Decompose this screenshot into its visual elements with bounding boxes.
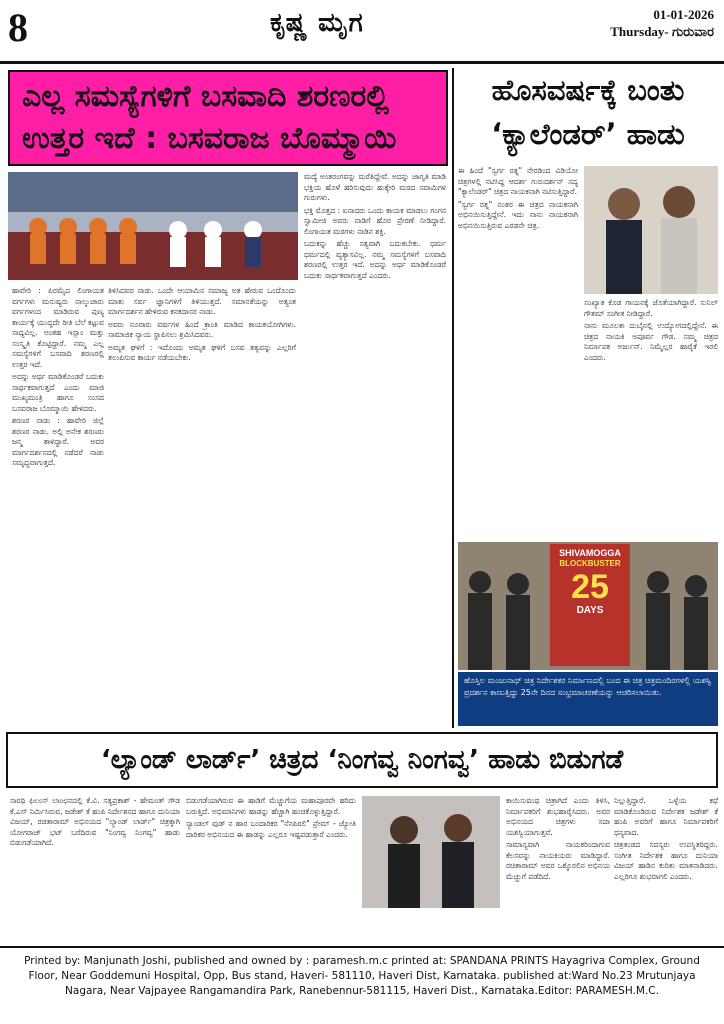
film-headline-box bbox=[6, 732, 718, 788]
stage-event-image bbox=[8, 172, 298, 280]
lead-headline-banner bbox=[8, 70, 448, 166]
event-photo bbox=[458, 542, 718, 670]
film-headline: ‘ಲ್ಯಾಂಡ್ ಲಾರ್ಡ್’ ಚಿತ್ರದ ‘ನಿಂಗವ್ವ ನಿಂಗವ್ವ’ ಹಾಡು ಬಿಡುಗಡೆ bbox=[100, 745, 624, 775]
film-col4-para: ನಿಲ್ಲುತ್ತಿದ್ದಾರೆ. ಒಳ್ಳೆಯ ಕಥೆ ಮಾಡಿಕೊಂಡಿರುವ ನಿರ್ದೇಶಕ ಜಡೇಶ್ ಕೆ ಹಂಪಿ ಅವರಿಗೆ ಹಾಗೂ ನಿರ್ಮಾಪಕರಿಗೆ ಧನ್ಯವಾದ. bbox=[614, 796, 718, 837]
side-col1-para: "ಸ್ವರ್ಗ ರತ್ನ" ನಂತರ ಈ ಚಿತ್ರದ ನಾಯಕನಾಗಿ ಅಭಿನಯಿಸುತ್ತಿದ್ದೇನೆ. ಇದು ನಾನು ನಾಯಕನಾಗಿ ಅಭಿನಯಿಸುತ್ತಿರುವ ಎರಡನೇ ಚಿತ್ರ. bbox=[458, 199, 578, 230]
lead-col2-para: ಅವರು ನೂರಾರು ವರ್ಷಗಳ ಹಿಂದೆ ಕ್ರಾಂತಿ ಮಾಡಿದ ಕಾಯಕಯೋಗಿಗಳು. ಸಾಮಾಜಿಕ ನ್ಯಾಯ ಸ್ಥಾಪಿಸಲು ಶ್ರಮಿಸಿದವರು. bbox=[108, 319, 296, 339]
couple-image bbox=[584, 166, 718, 294]
lead-col2-para: ಅಮೃತ ಘಳಿಗೆ : ಇದೊಂದು ಅಮೃತ ಘಳಿಗೆ ಬಸವ ತತ್ವವನ್ನು ಎಲ್ಲರಿಗೆ ತಲುಪಿಸುವ ಕಾರ್ಯ ನಡೆಯಬೇಕು. bbox=[108, 342, 296, 362]
poster bbox=[552, 548, 628, 617]
poster-days-number: 25 bbox=[571, 568, 609, 606]
film-col3-para: ಸಾಮಾನ್ಯವಾಗಿ ನಾಯಕರಿಂದಾಗುವ ಕೆಲಸವನ್ನು ನಾಯಕಿಯರು ಮಾಡಿದ್ದಾರೆ. ರಚಿತಾರಾಮ್ ಅವರ ಒಕ್ಕೊರಲಿನ ಅಭಿನಯ ಮೆಚ್ಚುಗೆ ಪಡೆದಿದೆ. bbox=[506, 840, 610, 881]
side-col1-para: ಈ ಹಿಂದೆ "ಸ್ವರ್ಗ ರತ್ನ" ನೇರಡಿಂದ ವಿಡಿಯೋ ಚಿತ್ರಗಳಲ್ಲಿ ನಟಿಸಿದ್ದ ಆದರ್ಶ ಗುರುದರ್ಶನ್ ಸದ್ಯ "ಕ್ಯಾಲೆಂಡರ್" ಚಿತ್ರದ ನಾಯಕನಾಗಿ ನಟಿಸುತ್ತಿದ್ದಾರೆ. bbox=[458, 166, 578, 196]
masthead bbox=[0, 0, 724, 64]
film-col2-para: ಸ್ಯಾಂಡಲ್ ವುಡ್ ನ ಹಾರ ಬಂದಾರಿಕರ "ನೆನಪಿರಲಿ" ಪ್ರೇಮ್ - ಜ್ಯೋತಿ ದಾರಿಕರ ಅಭಿನಯದ ಈ ಹಾಡನ್ನು ಎಲ್ಲರೂ ಇಷ್ಟಪಡುತ್ತಾರೆ ಎಂದರು. bbox=[186, 819, 356, 839]
film-cast-image bbox=[362, 796, 500, 908]
side-headline-box bbox=[456, 68, 720, 162]
poster-days-word: DAYS bbox=[576, 605, 604, 616]
film-photo bbox=[362, 796, 500, 908]
newspaper-brand bbox=[270, 8, 364, 39]
imprint-footer bbox=[0, 946, 724, 1024]
lead-headline: ಎಲ್ಲ ಸಮಸ್ಯೆಗಳಿಗೆ ಬಸವಾದಿ ಶರಣರಲ್ಲಿ ಉತ್ತರ ಇದೆ : ಬಸವರಾಜ ಬೊಮ್ಮಾಯಿ bbox=[22, 79, 397, 156]
side-col2-para: ಸಂಖ್ಯಾತ ಕೊಡ ಗಾಯನಕ್ಕೆ ಜೊತೆಯಾಗಿದ್ದಾರೆ. ಸುನಿಲ್ ಗೌತಮ್ ಸಂಗೀತ ನೀಡಿದ್ದಾರೆ. bbox=[584, 298, 718, 318]
issue-day: Thursday- ಗುರುವಾರ bbox=[610, 24, 714, 39]
film-col3-para: ಕಾಯಿಸುವಂಥ ಚಿತ್ರಾಗಿದೆ ಎಂದು ತಿಳಿಸಿ, ನಿರ್ಮಾಪಕರಿಗೆ ಶುಭಹಾರೈಸಿದರು. ಅವರ ಅಭಿನಯದ ಚಿತ್ರಗಳು ಸದಾ ಯಶಸ್ವಿಯಾಗುತ್ತವೆ. bbox=[506, 796, 610, 837]
lead-column-1 bbox=[12, 286, 104, 726]
side-photo bbox=[584, 166, 718, 294]
side-col2-para: ನಾನು ಮೂಲತಃ ದುಬೈನಲ್ಲಿ ಉದ್ಯೋಗದಲ್ಲಿದ್ದೇನೆ. ಈ ಚಿತ್ರದ ನಾಯಕಿ ಅಪೂರ್ವ ಗೌಡ. ನಮ್ಮ ಚಿತ್ರದ ನಿರ್ಮಾಪಕ ಅರ್ಜುನ್. ನಿಮ್ಮೆಲ್ಲರ ಹಾರೈಕೆ ಇರಲಿ ಎಂದರು. bbox=[584, 321, 718, 362]
film-col4-para: ಚಿತ್ರತಂಡದ ಸದಸ್ಯರು ಉಪಸ್ಥಿತರಿದ್ದರು. ಸಂಗೀತ ನಿರ್ದೇಶಕ ಹಾಗೂ ದುನಿಯಾ ವಿಜಯ್ ಹಾಡಿನ ಕುರಿತು ಮಾತನಾಡಿದರು. ಎಲ್ಲರಿಗೂ ಶುಭವಾಗಲಿ ಎಂದರು. bbox=[614, 840, 718, 881]
side-column-2 bbox=[584, 298, 718, 536]
film-column-2 bbox=[186, 796, 356, 942]
event-photo-caption: ಹೊಸ್ತಿಲ ಮಂಜುನಾಥ್ ಚಿತ್ರ ನಿರ್ದೇಶಕರ ನಿರ್ಮಾಣದಲ್ಲಿ ಬಂದ ಈ ಚಿತ್ರ ಚಿತ್ರಮಂದಿರಗಳಲ್ಲಿ ಯಶಸ್ವಿ ಪ್ರದರ್ಶನ ಕಾಣುತ್ತಿದ್ದು 25ನೇ ದಿನದ ಸಂಭ್ರಮಾಚರಣೆಯನ್ನು ಆಚರಿಸಲಾಯಿತು. bbox=[458, 672, 718, 726]
lead-col1-para: ಅದನ್ನು ಅರ್ಥ ಮಾಡಿಕೊಂಡರೆ ಬದುಕು ಸಾರ್ಥಕವಾಗುತ್ತದೆ ಎಂದು ಮಾಜಿ ಮುಖ್ಯಮಂತ್ರಿ ಹಾಗೂ ಸಂಸದ ಬಸವರಾಜ ಬೊಮ್ಮಾಯಿ ಹೇಳಿದರು. bbox=[12, 372, 104, 413]
date-block bbox=[610, 6, 714, 40]
page-number: 8 bbox=[8, 5, 28, 50]
brand-name: ಕೃಷ್ಣ ಮೃಗ bbox=[270, 8, 364, 38]
poster-label: BLOCKBUSTER bbox=[559, 559, 621, 568]
lead-col3-para: ಮದ್ಯೆ ಅಂತರಂಗವನ್ನು ಮರೆತಿದ್ದೇವೆ. ಅದನ್ನು ಜಾಗೃತಿ ಮಾಡಿ ಭಕ್ತಿಯ ಹೊಳೆ ಹರಿಸುವುದು ಹುಕ್ಕೇರಿ ಮಠದ ಸವಾಮಿಗಳ ಗುರುಗಳು. bbox=[304, 172, 446, 202]
lead-photo bbox=[8, 172, 298, 280]
lead-col3-para: ಬದುಕನ್ನು ಹೆಚ್ಚು ಸತ್ಯವಾಗಿ ಬದುಕಬೇಕು. ಧರ್ಮ ಧರ್ಮದಲ್ಲಿ ವ್ಯತ್ಯಾಸವಿಲ್ಲ. ನಮ್ಮ ಸಮಸ್ಯೆಗಳಿಗೆ ಬಸವಾದಿ ಶರಣರಲ್ಲಿ ಉತ್ತರ ಇದೆ. ಅದನ್ನು ಅರ್ಥ ಮಾಡಿಕೊಂಡರೆ ಬದುಕು ಸಾರ್ಥಕವಾಗುತ್ತದೆ ಎಂದರು. bbox=[304, 239, 446, 280]
side-headline: ಹೊಸವರ್ಷಕ್ಕೆ ಬಂತು ‘ಕ್ಯಾಲೆಂಡರ್’ ಹಾಡು bbox=[491, 73, 685, 151]
film-column-4 bbox=[614, 796, 718, 942]
side-column-1 bbox=[458, 166, 578, 536]
lead-col3-para: ಭಕ್ತಿ ಮೊತ್ತದ : ಏನಾದರು ಒಂದು ಕಾಯಕ ಮಾಡಲು ಗಂಗನ ಸ್ವಾಮೀಜಿ ಅವರು ನಾಡಿಗೆ ಹೊರ ಪ್ರೇರಣೆ ನೀಡಿದ್ದಾರೆ. ಲಿಂಗಾಯತ ಮಠಗಳು ನಾಡಿನ ಶಕ್ತಿ. bbox=[304, 205, 446, 236]
lead-col2-para: ತಿಳಿಸಿದವರ ನಾಡು. ಒಂದೇ ಆಯಾಮಿನ ಸಮಾಜ್ಯ ಅತ ಹೇರುವ ಒಂದೊಂದು ಮಾತು ಸರ್ವ ಜ್ಞಾನಿಗಳಿಗೆ ತಿಳಿಯುತ್ತದೆ. ಸಮಾನತೆಯನ್ನು ಅತ್ಯಂತ ಮಾರ್ಗದರ್ಶನ ಹೇಳಿರುವ ಕನಕದಾಸರ ನಾಡು. bbox=[108, 286, 296, 316]
lead-column-2 bbox=[108, 286, 296, 726]
lead-column-3 bbox=[304, 172, 446, 726]
column-divider bbox=[452, 68, 454, 728]
poster-city: SHIVAMOGGA bbox=[559, 548, 621, 558]
imprint-text: Printed by: Manjunath Joshi, published and owned by : paramesh.m.c printed at: SPANDANA PRINTS Hayagriva Complex, Ground Floor, Near Goddemuni Hospital, Opp, Bus stand, Haveri- 581110, Haveri Dist, Karnataka. published at:Ward No.23 Mrutunjaya Nagara, Near Vajpayee Rangamandira Park, Ranebennur-581115, Haveri Dist., Karnataka.Editor: PARAMESH.M.C. bbox=[24, 955, 700, 997]
film-col2-para: ಬಿಡುಗಡೆಯಾಗಿರುವ ಈ ಹಾಡಿಗೆ ಮೆಚ್ಚುಗೆಯ ಮಹಾಪೂರವೇ ಹರಿದು ಬರುತ್ತಿದೆ. ಅಭಿಮಾನಿಗಳು ಹಾಡನ್ನು ಹೆಚ್ಚಾಗಿ ಹಂಚಿಕೊಳ್ಳುತ್ತಿದ್ದಾರೆ. bbox=[186, 796, 356, 816]
lead-col1-para: ಶರಣರ ನಾಡು : ಹಾವೇರಿ ಜಿಲ್ಲೆ ಶರಣರ ನಾಡು. ಅಲ್ಲಿ ಅನೇಕ ಶರಣರು ಜನ್ಮ ತಾಳಿದ್ದಾರೆ. ಅವರ ಮಾರ್ಗದರ್ಶನದಲ್ಲಿ ನಡೆದರೆ ನಾಡು ಸಮೃದ್ಧವಾಗುತ್ತದೆ. bbox=[12, 416, 104, 467]
lead-col1-para: ಹಾವೇರಿ : ಪಿರಮೈದ ಲಿಂಗಾಯತ ವರ್ಗಗಳು ಮನುಷ್ಯರು ನಾಲ್ಕುಜಾರು ವರ್ಗಗಳಂದ ಮಾಡಿರುವ ಪುಣ್ಯ ಕಾರ್ಯಕ್ಕೆ ಯುದ್ಧದೇ ರೀತಿ ಬೆಲೆ ಕಟ್ಟುವ ಸಾಧ್ಯವಿಲ್ಲ. ಅಂತಹ ಇಸ್ಲಾಂ ಮತ್ತು ಸಂಸ್ಕೃತಿ ಕೊಟ್ಟಿದ್ದಾರೆ. ನಮ್ಮ ಎಲ್ಲ ಸಮಸ್ಯೆಗಳಿಗೆ ಬಸವಾದಿ ಶರಣರಲ್ಲಿ ಉತ್ತರ ಇದೆ. bbox=[12, 286, 104, 369]
film-col1-para: ಸಾರಥಿ ಫಿಲಂಸ್ ಲಾಂಛನದಲ್ಲಿ ಕೆ.ವಿ. ಸತ್ಯಪ್ರಕಾಶ್ - ಹೇಮಂತ್ ಗೌಡ ಕೆ.ಎಸ್ ನಿರ್ಮಿಸಿರುವ, ಜಡೇಶ್ ಕೆ ಹಂಪಿ ನಿರ್ದೇಶನದ ಹಾಗೂ ದುನಿಯಾ ವಿಜಯ್, ರಚಿತಾರಾಮ್ ಅಭಿನಯದ "ಲ್ಯಾಂಡ್ ಲಾರ್ಡ್" ಚಿತ್ರಕ್ಕಾಗಿ ಯೋಗರಾಜ್ ಭಟ್ ಬರೆದಿರುವ "ನಿಂಗವ್ವ ನಿಂಗವ್ವ" ಹಾಡು ಬಿಡುಗಡೆಯಾಗಿದೆ. bbox=[10, 796, 180, 847]
issue-date: 01-01-2026 bbox=[653, 7, 714, 22]
film-column-3 bbox=[506, 796, 610, 942]
film-column-1 bbox=[10, 796, 180, 942]
